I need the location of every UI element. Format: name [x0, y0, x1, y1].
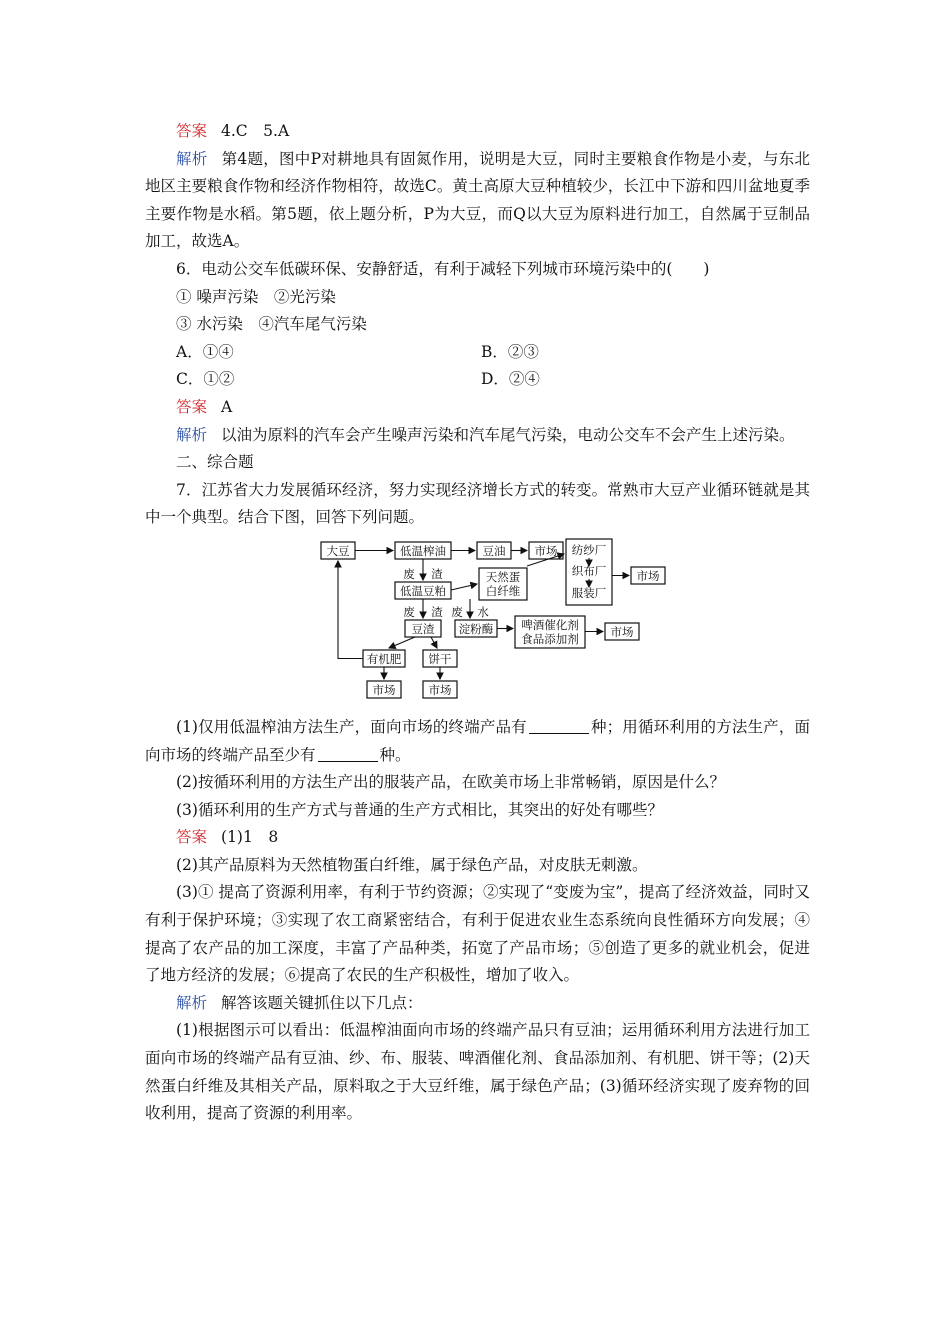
label-residue-2: 渣: [431, 604, 443, 619]
flow-chart: [315, 536, 675, 708]
answer-tag: 答案: [176, 122, 208, 140]
document-page: [145, 118, 810, 1128]
label-garment-factory: 服装厂: [571, 585, 607, 600]
option-b: B．②③: [481, 342, 539, 361]
answer-q4-5: 答案 4.C 5.A: [176, 122, 290, 140]
label-low-temp-press: 低温榨油: [400, 543, 446, 558]
question-7-sub-1: (1)仅用低温榨油方法生产，面向市场的终端产品有 种；用循环利用的方法生产，面向市场的终端产品至少有 种。: [145, 717, 810, 764]
answer-blank-2[interactable]: [318, 745, 378, 762]
section-heading: 二、综合题: [176, 453, 254, 472]
label-market-3: 市场: [610, 624, 634, 639]
label-soy-oil: 豆油: [482, 543, 506, 558]
label-amylase: 淀粉酶: [458, 621, 494, 636]
label-dadou: 大豆: [326, 543, 350, 558]
question-7-sub-2: (2)按循环利用的方法生产出的服装产品，在欧美市场上非常畅销，原因是什么？: [176, 773, 725, 792]
label-protein-fiber-2: 白纤维: [485, 583, 521, 598]
question-6-options-ab: [145, 339, 810, 367]
question-6-items-1: ① 噪声污染 ②光污染: [176, 287, 336, 306]
label-residue-1: 渣: [431, 566, 443, 581]
label-beer-catalyst: 啤酒催化剂: [521, 617, 579, 632]
label-protein-fiber-1: 天然蛋: [485, 569, 521, 584]
label-market-2: 市场: [636, 568, 660, 583]
answer-q6: 答案 A: [176, 397, 233, 416]
label-okara: 豆渣: [411, 621, 435, 636]
label-waste-3: 废: [451, 604, 463, 619]
label-waste-2: 废: [403, 604, 415, 619]
answer-q7-2: (2)其产品原料为天然植物蛋白纤维，属于绿色产品，对皮肤无刺激。: [176, 855, 648, 874]
explanation-tag: 解析: [176, 425, 208, 444]
label-organic-fertilizer: 有机肥: [366, 651, 402, 666]
label-market-5: 市场: [428, 682, 452, 697]
label-weaving-mill: 织布厂: [571, 563, 607, 578]
explanation-q7-body: (1)根据图示可以看出：低温榨油面向市场的终端产品只有豆油；运用循环利用方法进行加工面向市场的终端产品有豆油、纱、布、服装、啤酒催化剂、食品添加剂、有机肥、饼干等；(2)天然蛋白纤维及其相关产品，原料取之于大豆纤维，属于绿色产品；(3)循环经济实现了废弃物的回收利用，提高了资源的利用率。: [145, 1021, 810, 1123]
label-waste-1: 废: [403, 566, 415, 581]
label-market-4: 市场: [372, 682, 396, 697]
explanation-tag: 解析: [176, 993, 208, 1012]
answer-tag: 答案: [176, 397, 208, 416]
answer-q7-1: 答案 (1)1 8: [176, 828, 279, 847]
explanation-q6: 解析 以油为原料的汽车会产生噪声污染和汽车尾气污染，电动公交车不会产生上述污染。: [176, 425, 795, 444]
answer-blank-1[interactable]: [529, 717, 589, 734]
soybean-cycle-diagram: [145, 536, 810, 708]
option-c: C．①②: [176, 370, 235, 389]
question-6-stem: 6．电动公交车低碳环保、安静舒适，有利于减轻下列城市环境污染中的( ): [176, 259, 710, 278]
label-water: 水: [477, 604, 489, 619]
label-spinning-mill: 纺纱厂: [571, 542, 607, 557]
explanation-q4-5: 解析 第4题，图中P对耕地具有固氮作用，说明是大豆，同时主要粮食作物是小麦，与东北地区主要粮食作物和经济作物相符，故选C。黄土高原大豆种植较少，长江中下游和四川盆地夏季主要作物是水稻。第5题，依上题分析，P为大豆，而Q以大豆为原料进行加工，自然属于豆制品加工，故选A。: [145, 149, 810, 251]
answer-q7-3: (3)① 提高了资源利用率，有利于节约资源；②实现了“变废为宝”，提高了经济效益，同时又有利于保护环境；③实现了农工商紧密结合，有利于促进农业生态系统向良性循环方向发展；④提高了农产品的加工深度，丰富了产品种类，拓宽了产品市场；⑤创造了更多的就业机会，促进了地方经济的发展；⑥提高了农民的生产积极性，增加了收入。: [145, 883, 810, 985]
answer-tag: 答案: [176, 828, 208, 847]
question-6-options-cd: [145, 366, 810, 394]
question-7-stem: 7．江苏省大力发展循环经济，努力实现经济增长方式的转变。常熟市大豆产业循环链就是其中一个典型。结合下图，回答下列问题。: [145, 480, 810, 527]
explanation-q7-intro: 解析 解答该题关键抓住以下几点：: [176, 993, 423, 1012]
question-7-sub-3: (3)循环利用的生产方式与普通的生产方式相比，其突出的好处有哪些？: [176, 800, 663, 819]
label-market-1: 市场: [534, 543, 558, 558]
label-biscuit: 饼干: [428, 651, 452, 666]
label-food-additive: 食品添加剂: [521, 631, 579, 646]
label-low-temp-meal: 低温豆粕: [400, 583, 446, 598]
question-6-items-2: ③ 水污染 ④汽车尾气污染: [176, 315, 367, 334]
option-a: A．①④: [176, 342, 234, 361]
explanation-tag: 解析: [176, 149, 208, 168]
option-d: D．②④: [481, 370, 540, 389]
